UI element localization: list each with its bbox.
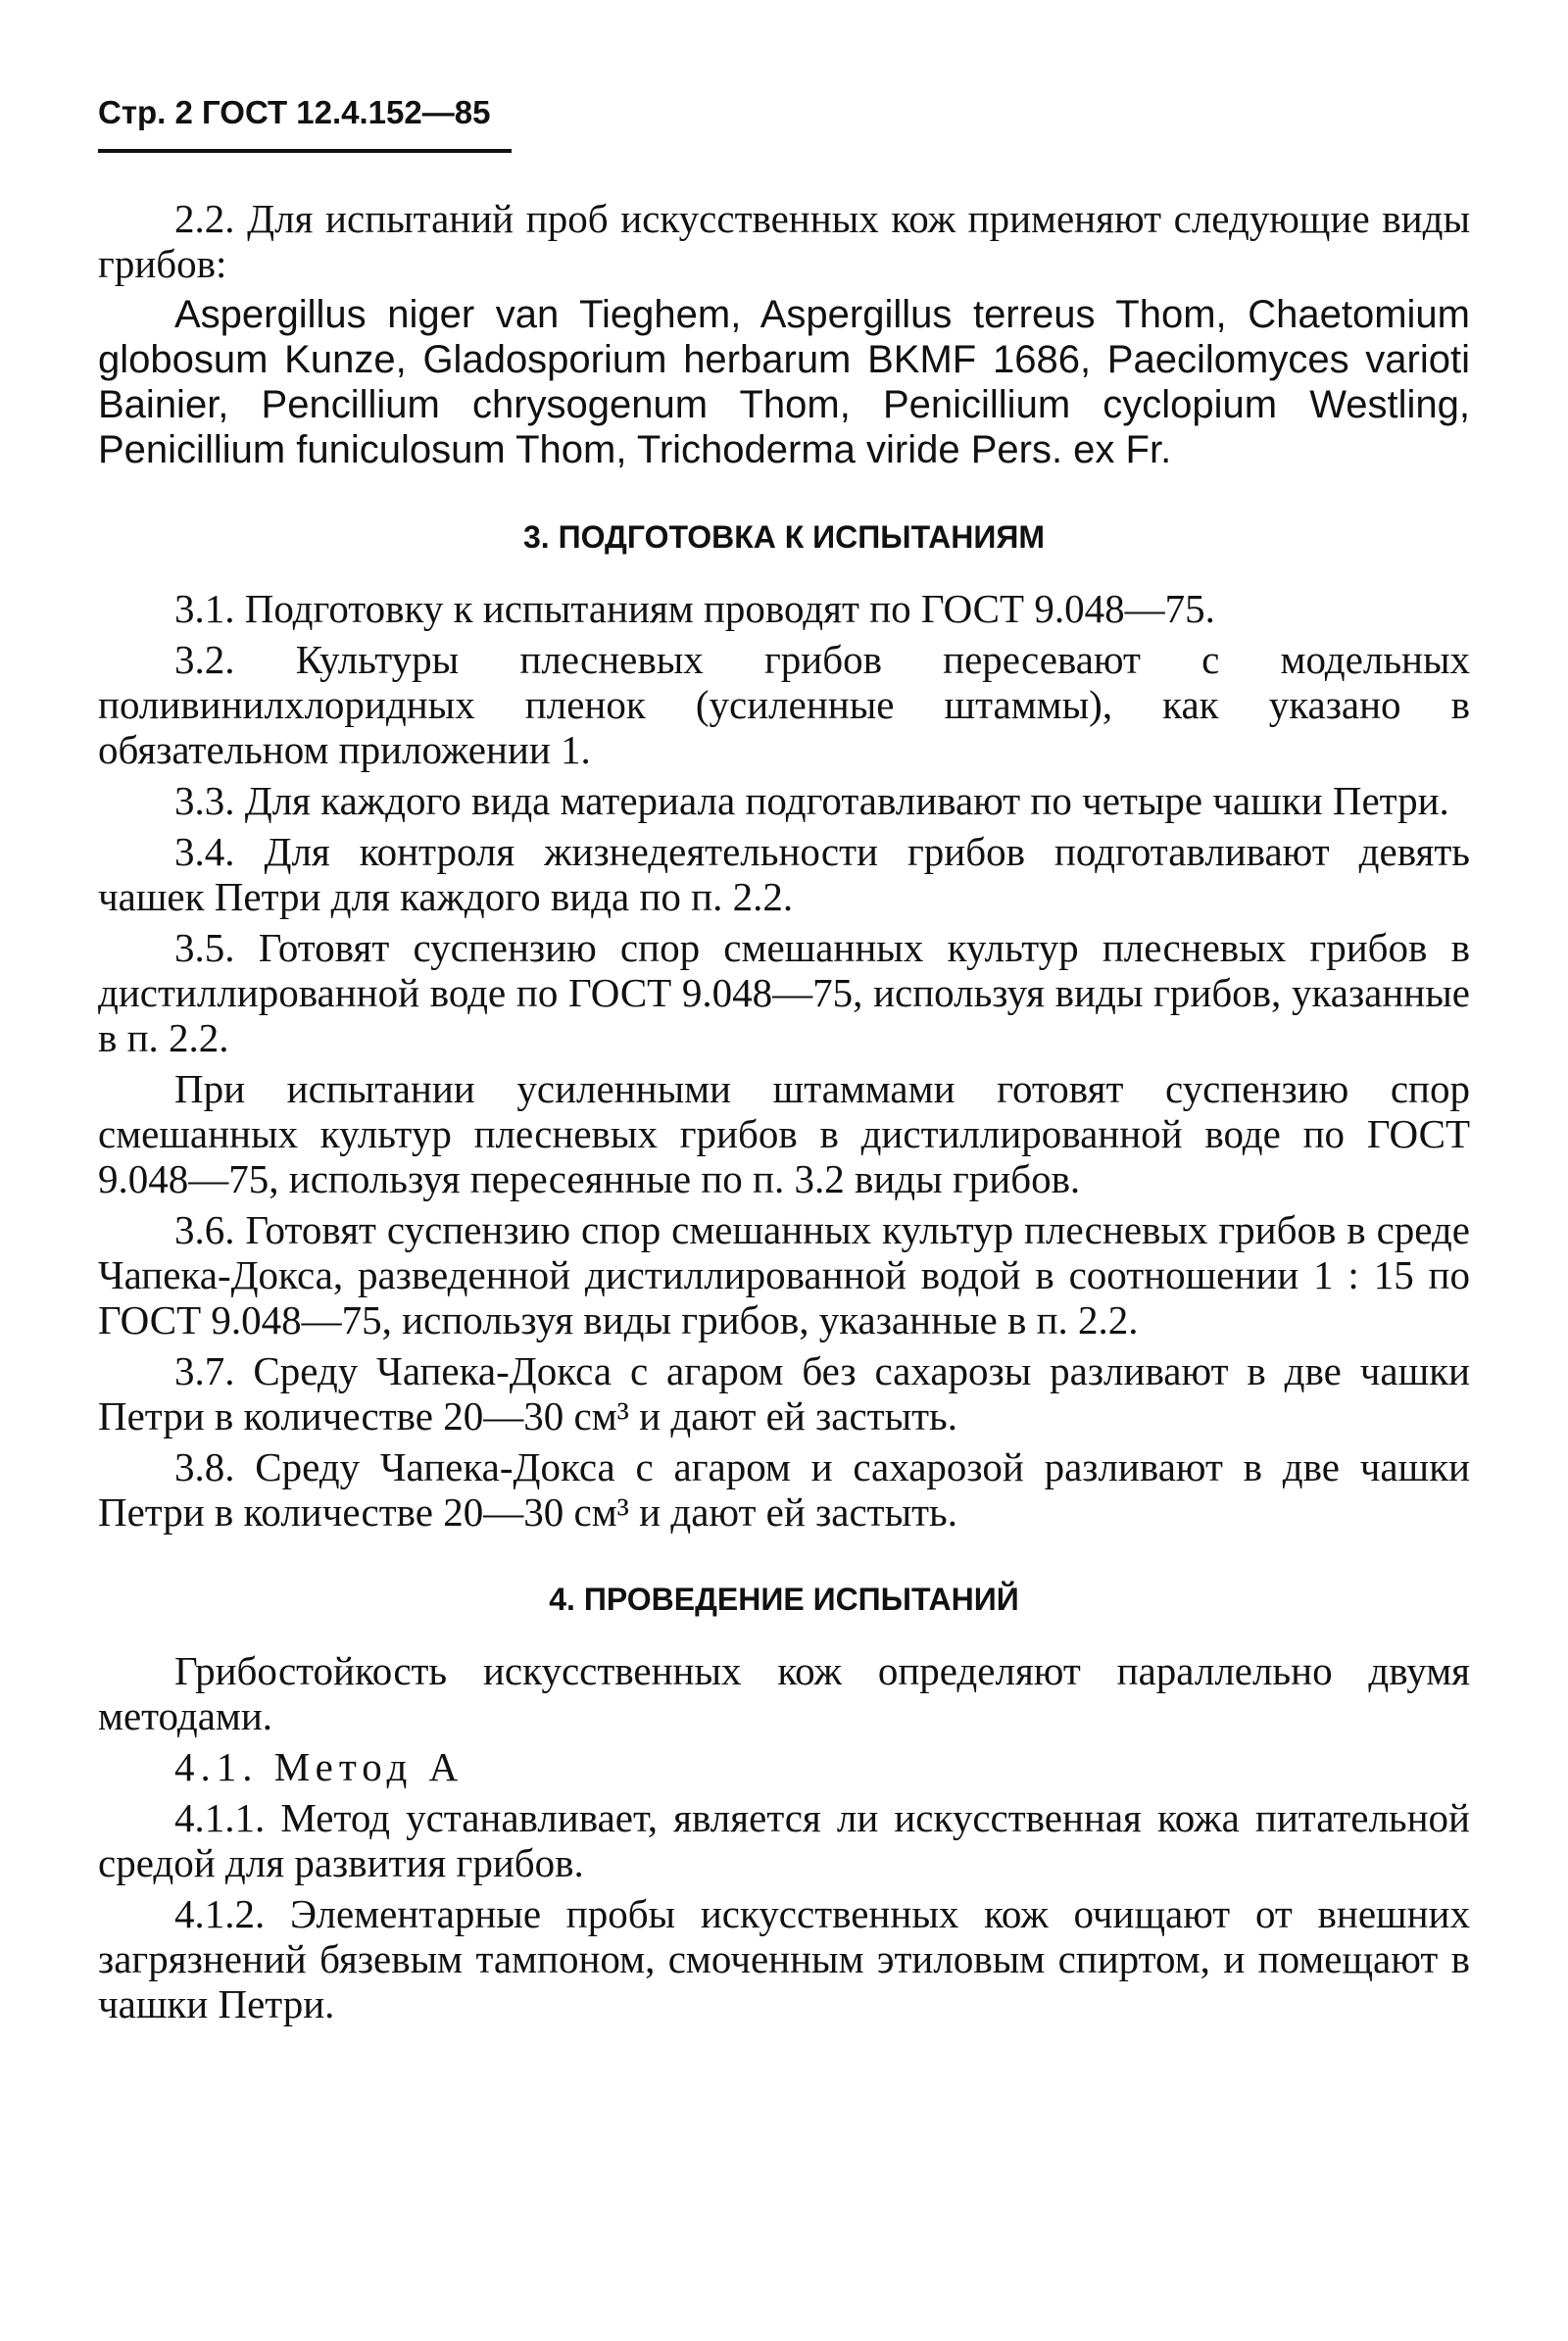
paragraph-4-1-method-a: 4.1. Метод А — [174, 1744, 465, 1789]
page-body — [98, 196, 1470, 2032]
header-rule — [98, 149, 512, 153]
paragraph-4-intro: Грибостойкость искусственных кож определяют параллельно двумя методами. — [98, 1648, 1470, 1738]
paragraph-4-1-2: 4.1.2. Элементарные пробы искусственных кож очищают от внешних загрязнений бязевым тампоном, смоченным этиловым спиртом, и помещают в чашки Петри. — [98, 1891, 1470, 2026]
paragraph-3-7: 3.7. Среду Чапека-Докса с агаром без сахарозы разливают в две чашки Петри в количестве 20—30 см³ и дают ей застыть. — [98, 1348, 1470, 1439]
paragraph-3-5-continued: При испытании усиленными штаммами готовят суспензию спор смешанных культур плесневых грибов в дистиллированной воде по ГОСТ 9.048—75, используя пересеянные по п. 3.2 виды грибов. — [98, 1066, 1470, 1201]
section-4-title: 4. ПРОВЕДЕНИЕ ИСПЫТАНИЙ — [549, 1582, 1019, 1617]
paragraph-3-5: 3.5. Готовят суспензию спор смешанных культур плесневых грибов в дистиллированной воде по ГОСТ 9.048—75, используя виды грибов, указанные в п. 2.2. — [98, 925, 1470, 1060]
section-3-title: 3. ПОДГОТОВКА К ИСПЫТАНИЯМ — [523, 519, 1045, 555]
paragraph-4-1-1: 4.1.1. Метод устанавливает, является ли искусственная кожа питательной средой для развития грибов. — [98, 1795, 1470, 1885]
paragraph-3-6: 3.6. Готовят суспензию спор смешанных культур плесневых грибов в среде Чапека-Докса, разведенной дистиллированной водой в соотношении 1 : 15 по ГОСТ 9.048—75, используя виды грибов, указанные в п. 2.2. — [98, 1207, 1470, 1342]
paragraph-3-8: 3.8. Среду Чапека-Докса с агаром и сахарозой разливают в две чашки Петри в количестве 20—30 см³ и дают ей застыть. — [98, 1444, 1470, 1535]
paragraph-3-1: 3.1. Подготовку к испытаниям проводят по ГОСТ 9.048—75. — [174, 586, 1215, 631]
paragraph-3-3: 3.3. Для каждого вида материала подготавливают по четыре чашки Петри. — [174, 778, 1449, 823]
paragraph-2-2: 2.2. Для испытаний проб искусственных кож применяют следующие виды грибов: — [98, 196, 1470, 286]
running-header: Стр. 2 ГОСТ 12.4.152—85 — [98, 94, 491, 130]
paragraph-3-4: 3.4. Для контроля жизнедеятельности грибов подготавливают девять чашек Петри для каждого вида по п. 2.2. — [98, 829, 1470, 919]
paragraph-3-2: 3.2. Культуры плесневых грибов пересевают с модельных поливинилхлоридных пленок (усиленные штаммы), как указано в обязательном приложении 1. — [98, 637, 1470, 772]
species-list: Aspergillus niger van Tieghem, Aspergillus terreus Thom, Chaetomium globosum Kunze, Gladosporium herbarum BKMF 1686, Paecilomyces varioti Bainier, Pencillium chrysogenum Thom, Penicillium cyclopium Westling, Penicillium funiculosum Thom, Trichoderma viride Pers. ex Fr. — [98, 293, 1470, 471]
